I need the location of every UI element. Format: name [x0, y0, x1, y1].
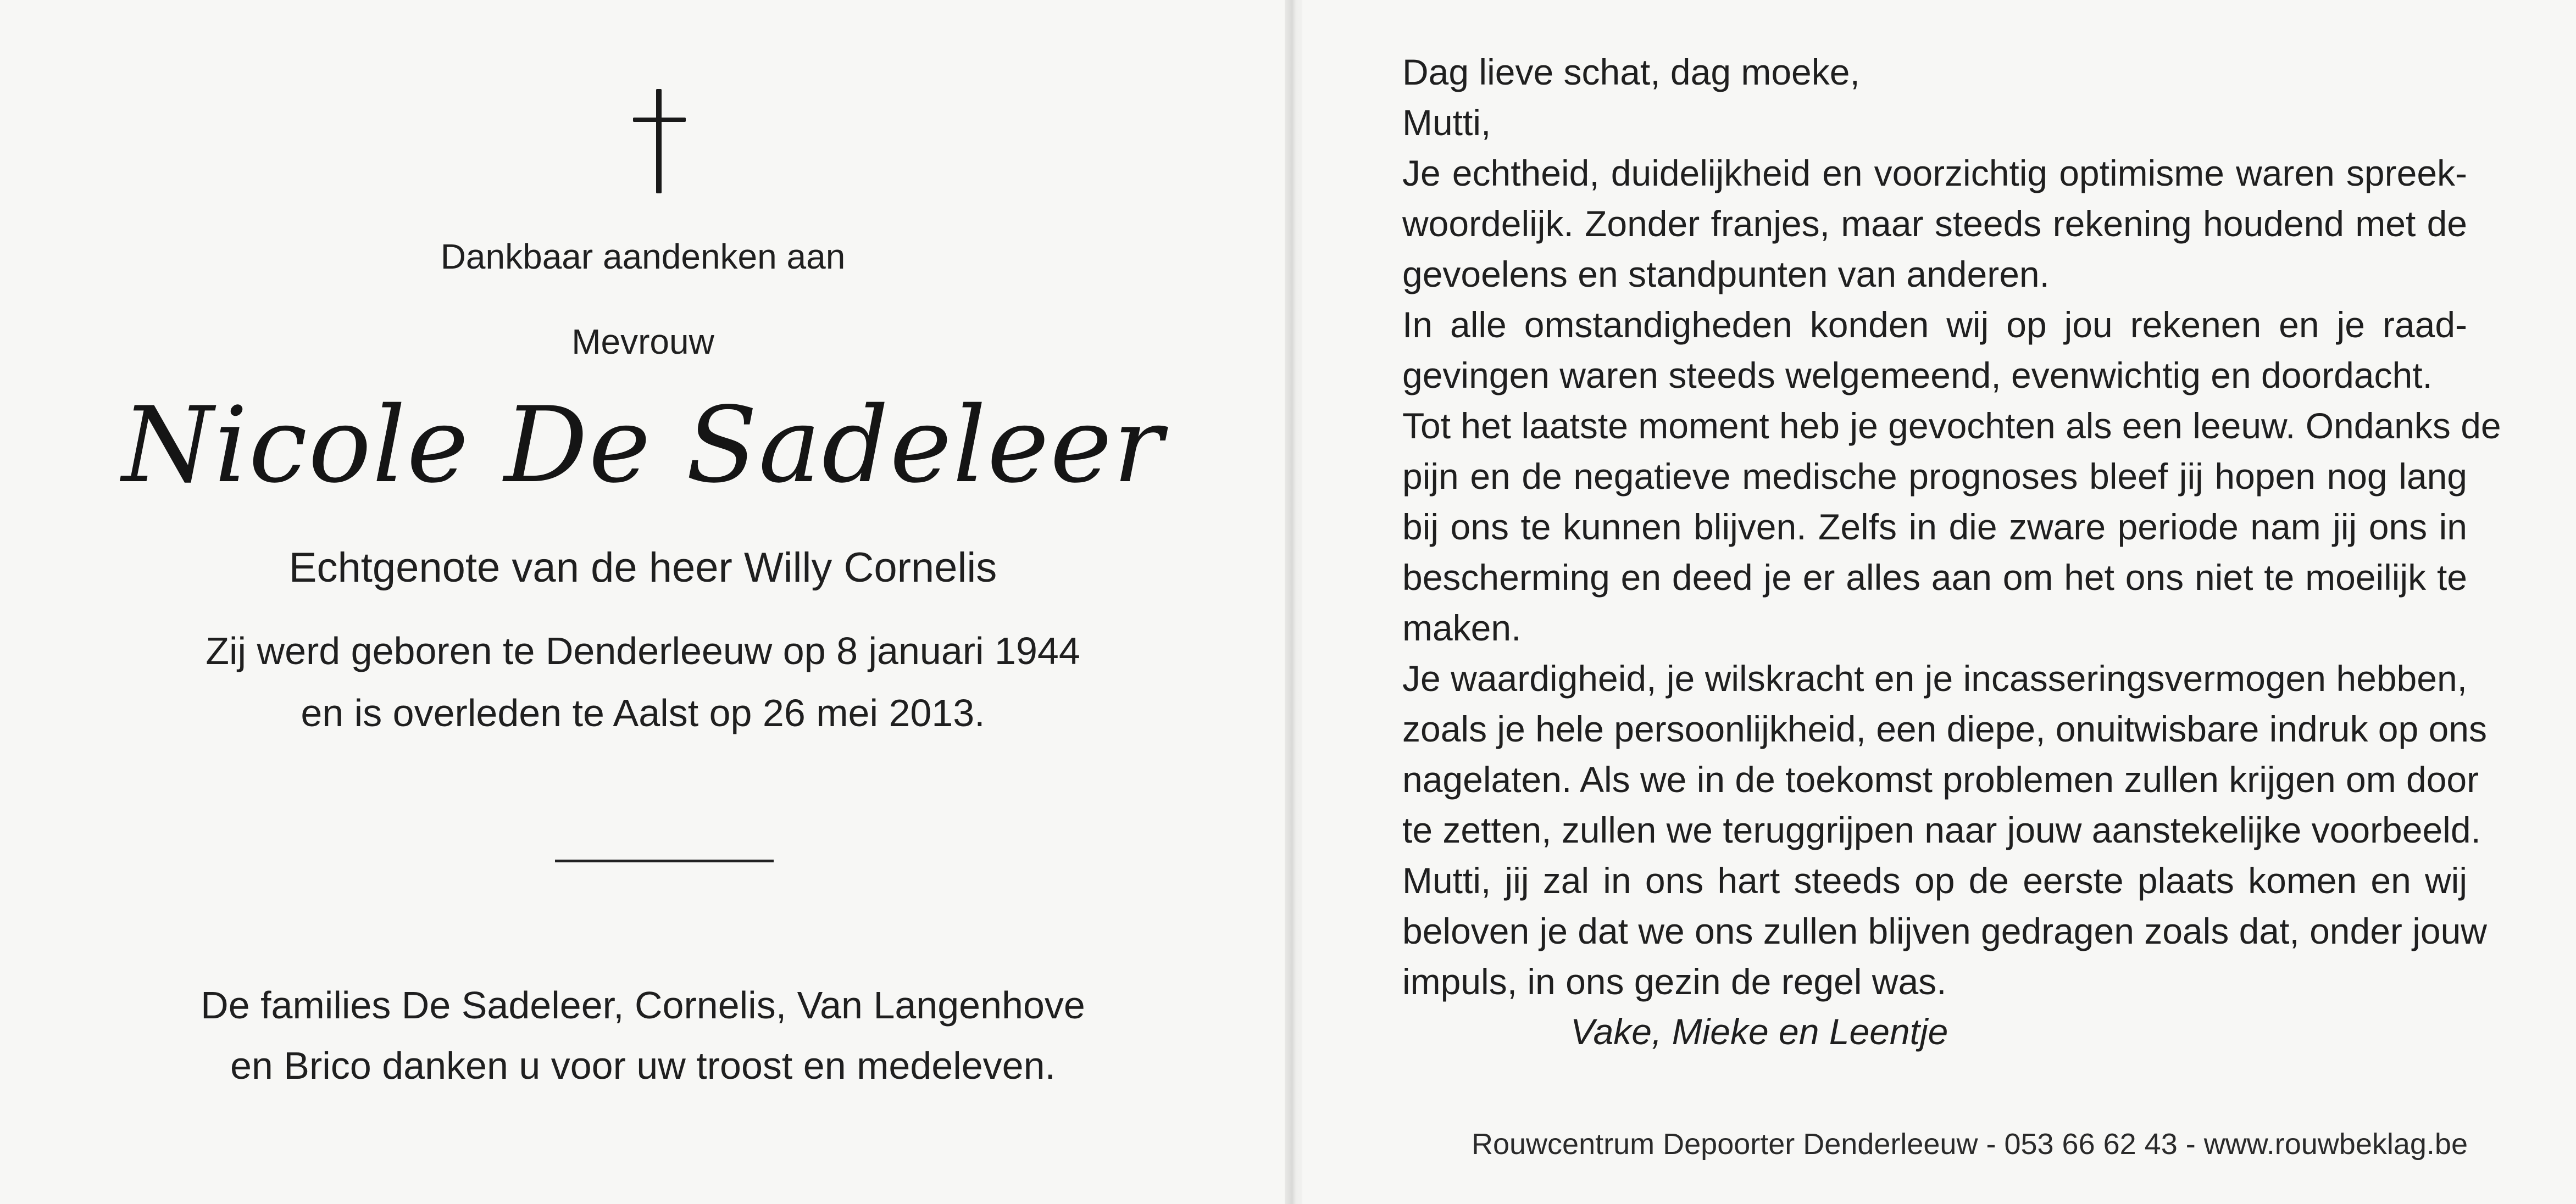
footer-credit: Rouwcentrum Depoorter Denderleeuw - 053 66 62 43 - www.rouwbeklag.be — [1472, 1128, 2468, 1161]
text-line: zoals je hele persoonlijkheid, een diepe, onuitwisbare indruk op ons — [1402, 709, 2487, 749]
birth-text: Zij werd geboren te Denderleeuw op 8 januari 1944 — [206, 629, 1080, 672]
card-fold — [1285, 0, 1303, 1204]
death-text: en is overleden te Aalst op 26 mei 2013. — [301, 692, 985, 734]
text-line: te zetten, zullen we teruggrijpen naar jouw aanstekelijke voorbeeld. — [1402, 810, 2481, 850]
families-line-1: De families De Sadeleer, Cornelis, Van Langenhove — [201, 984, 1085, 1027]
text-line: maken. — [1402, 607, 1522, 648]
title-text: Mevrouw — [571, 322, 714, 361]
text-line: woordelijk. Zonder franjes, maar steeds rekening houdend met de — [1402, 203, 2467, 244]
text-line: In alle omstandigheden konden wij op jou rekenen en je raad- — [1402, 304, 2467, 345]
text-line: Mutti, jij zal in ons hart steeds op de eerste plaats komen en wij — [1402, 860, 2467, 901]
text-line: impuls, in ons gezin de regel was. — [1402, 961, 1947, 1002]
cross-icon — [633, 89, 686, 193]
text-line: bij ons te kunnen blijven. Zelfs in die zware periode nam jij ons in — [1402, 506, 2467, 547]
text-line: Je echtheid, duidelijkheid en voorzichtig optimisme waren spreek- — [1402, 153, 2467, 193]
text-line: nagelaten. Als we in de toekomst problemen zullen krijgen om door — [1402, 759, 2479, 800]
text-line: Mutti, — [1402, 102, 1491, 143]
divider-line — [555, 860, 774, 862]
text-line: gevingen waren steeds welgemeend, evenwichtig en doordacht. — [1402, 355, 2433, 395]
text-line: Dag lieve schat, dag moeke, — [1402, 52, 1860, 92]
signature: Vake, Mieke en Leentje — [1570, 1011, 1948, 1052]
deceased-name: Nicole De Sadeleer — [121, 384, 1164, 506]
families-line-2: en Brico danken u voor uw troost en medeleven. — [230, 1044, 1056, 1087]
text-line: beloven je dat we ons zullen blijven gedragen zoals dat, onder jouw — [1402, 911, 2487, 951]
intro-text: Dankbaar aandenken aan — [440, 237, 846, 276]
text-line: bescherming en deed je er alles aan om het ons niet te moeilijk te — [1402, 557, 2467, 598]
text-line: gevoelens en standpunten van anderen. — [1402, 254, 2050, 294]
spouse-text: Echtgenote van de heer Willy Cornelis — [288, 544, 997, 591]
farewell-text — [1402, 47, 2501, 1007]
text-line: pijn en de negatieve medische prognoses bleef jij hopen nog lang — [1402, 456, 2467, 497]
text-line: Tot het laatste moment heb je gevochten als een leeuw. Ondanks de — [1402, 405, 2501, 446]
text-line: Je waardigheid, je wilskracht en je incasseringsvermogen hebben, — [1402, 658, 2467, 699]
